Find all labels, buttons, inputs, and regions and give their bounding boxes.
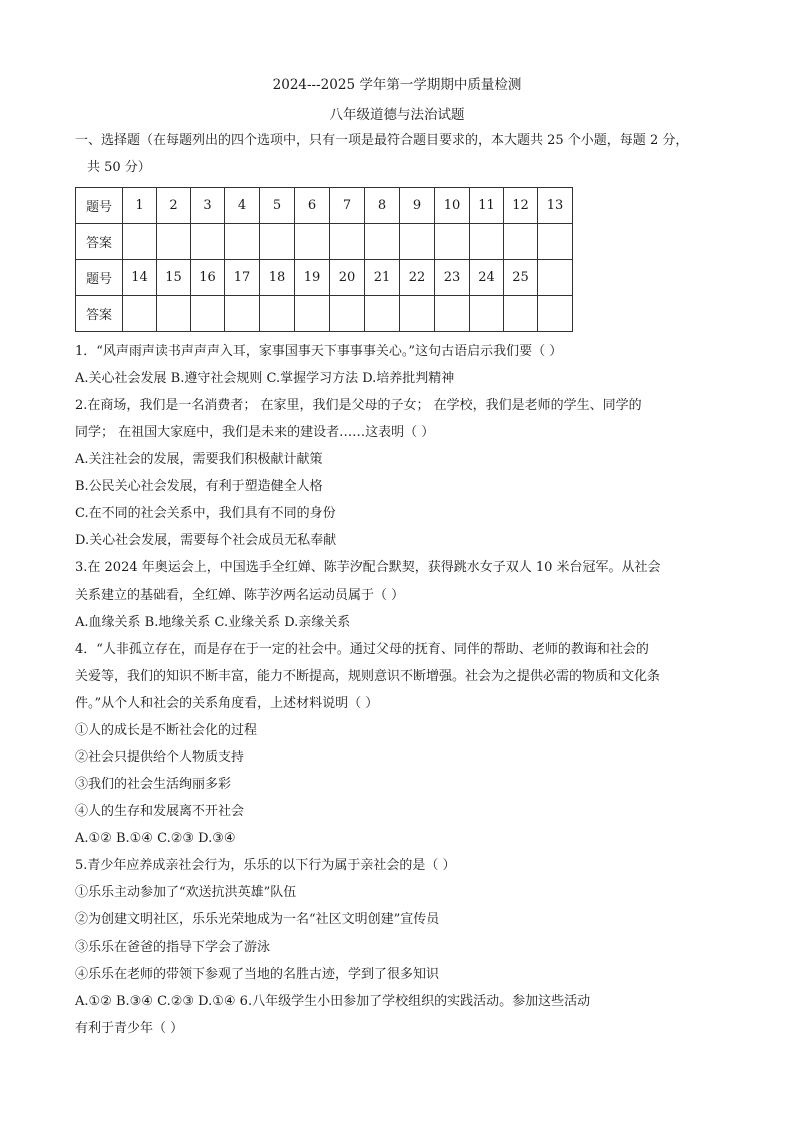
question-1-stem: 1．“风声雨声读书声声声入耳，家事国事天下事事事关心。”这句古语启示我们要（ ） [75,344,563,359]
question-2-option-d: D.关心社会发展，需要每个社会成员无私奉献 [75,533,337,548]
table-cell: 4 [225,188,260,224]
table-cell: 15 [157,260,191,296]
table-row [76,188,573,224]
answer-cell[interactable] [435,224,470,260]
table-cell: 25 [504,260,538,296]
table-row [76,224,573,260]
section-heading: 一、选择题（在每题列出的四个选项中，只有一项是最符合题目要求的，本大题共 25 个小题，每题 2 分， [75,133,689,148]
question-4-item-3: ③我们的社会生活绚丽多彩 [75,777,232,792]
table-cell: 2 [157,188,191,224]
answer-cell[interactable] [123,296,157,332]
question-2-stem-cont: 同学； 在祖国大家庭中，我们是未来的建设者……这表明（ ） [75,425,435,440]
table-cell: 7 [330,188,365,224]
question-4-item-1: ①人的成长是不断社会化的过程 [75,723,258,738]
question-2-stem: 2.在商场，我们是一名消费者； 在家里，我们是父母的子女； 在学校，我们是老师的学生、同学的 [75,398,642,413]
table-cell: 14 [123,260,157,296]
answer-cell[interactable] [157,224,191,260]
answer-cell[interactable] [295,296,330,332]
answer-cell[interactable] [157,296,191,332]
answer-cell[interactable] [435,296,470,332]
question-5-item-1: ①乐乐主动参加了“欢送抗洪英雄”队伍 [75,885,297,900]
answer-cell[interactable] [191,224,225,260]
answer-cell[interactable] [260,224,295,260]
answer-cell[interactable] [225,296,260,332]
question-4-stem-cont: 关爱等，我们的知识不断丰富，能力不断提高，规则意识不断增强。社会为之提供必需的物质和文化条 [75,669,661,684]
table-cell: 10 [435,188,470,224]
table-cell: 3 [191,188,225,224]
table-cell: 20 [330,260,365,296]
exam-subtitle: 八年级道德与法治试题 [329,107,465,123]
table-cell: 6 [295,188,330,224]
table-cell: 9 [400,188,435,224]
table-cell: 17 [225,260,260,296]
table-cell: 12 [504,188,538,224]
answer-cell[interactable] [260,296,295,332]
question-4-item-2: ②社会只提供给个人物质支持 [75,750,245,765]
question-5-stem: 5.青少年应养成亲社会行为，乐乐的以下行为属于亲社会的是（ ） [75,858,456,873]
question-3-stem-cont: 关系建立的基础看，全红婵、陈芋汐两名运动员属于（ ） [75,588,405,603]
answer-cell[interactable] [295,224,330,260]
table-row [76,296,573,332]
question-6-stem-cont: 有利于青少年（ ） [75,1021,184,1036]
answer-table [75,187,573,332]
answer-cell[interactable] [400,224,435,260]
answer-cell[interactable] [504,224,538,260]
row-label: 答案 [76,224,123,260]
table-row [76,260,573,296]
table-cell: 23 [435,260,470,296]
answer-cell[interactable] [470,296,504,332]
table-cell: 1 [123,188,157,224]
row-label: 题号 [76,188,123,224]
answer-cell[interactable] [365,296,400,332]
question-5-item-4: ④乐乐在老师的带领下参观了当地的名胜古迹，学到了很多知识 [75,967,440,982]
table-cell: 8 [365,188,400,224]
question-2-option-c: C.在不同的社会关系中，我们具有不同的身份 [75,506,336,521]
table-cell: 18 [260,260,295,296]
table-cell: 24 [470,260,504,296]
answer-cell[interactable] [330,296,365,332]
question-2-option-a: A.关注社会的发展，需要我们积极献计献策 [75,452,323,467]
question-4-item-4: ④人的生存和发展离不开社会 [75,804,245,819]
row-label: 题号 [76,260,123,296]
answer-cell[interactable] [470,224,504,260]
answer-cell[interactable] [330,224,365,260]
question-4-options: A.①② B.①④ C.②③ D.③④ [75,831,236,846]
question-5-item-2: ②为创建文明社区，乐乐光荣地成为一名“社区文明创建”宣传员 [75,912,440,927]
question-3-stem: 3.在 2024 年奥运会上，中国选手全红婵、陈芋汐配合默契，获得跳水女子双人 10 米台冠军。从社会 [75,560,661,575]
answer-cell[interactable] [191,296,225,332]
section-heading-cont: 共 50 分） [87,160,151,175]
answer-cell[interactable] [365,224,400,260]
table-cell: 13 [538,188,573,224]
question-1-options: A.关心社会发展 B.遵守社会规则 C.掌握学习方法 D.培养批判精神 [75,371,455,386]
table-cell: 5 [260,188,295,224]
answer-cell[interactable] [400,296,435,332]
question-2-option-b: B.公民关心社会发展，有利于塑造健全人格 [75,479,323,494]
table-cell: 22 [400,260,435,296]
table-cell: 21 [365,260,400,296]
table-cell: 11 [470,188,504,224]
table-cell: 16 [191,260,225,296]
exam-title: 2024---2025 学年第一学期期中质量检测 [272,77,522,93]
table-cell [538,260,573,296]
question-5-options: A.①② B.③④ C.②③ D.①④ 6.八年级学生小田参加了学校组织的实践活动。参加这些活动 [75,994,591,1009]
answer-cell[interactable] [123,224,157,260]
question-4-stem: 4．“人非孤立存在，而是存在于一定的社会中。通过父母的抚育、同伴的帮助、老师的教诲和社会的 [75,642,649,657]
table-cell: 19 [295,260,330,296]
answer-cell[interactable] [504,296,538,332]
answer-cell[interactable] [538,296,573,332]
answer-cell[interactable] [225,224,260,260]
question-3-options: A.血缘关系 B.地缘关系 C.业缘关系 D.亲缘关系 [75,615,351,630]
row-label: 答案 [76,296,123,332]
answer-cell[interactable] [538,224,573,260]
question-5-item-3: ③乐乐在爸爸的指导下学会了游泳 [75,940,271,955]
question-4-stem-cont2: 件。”从个人和社会的关系角度看，上述材料说明（ ） [75,696,379,711]
